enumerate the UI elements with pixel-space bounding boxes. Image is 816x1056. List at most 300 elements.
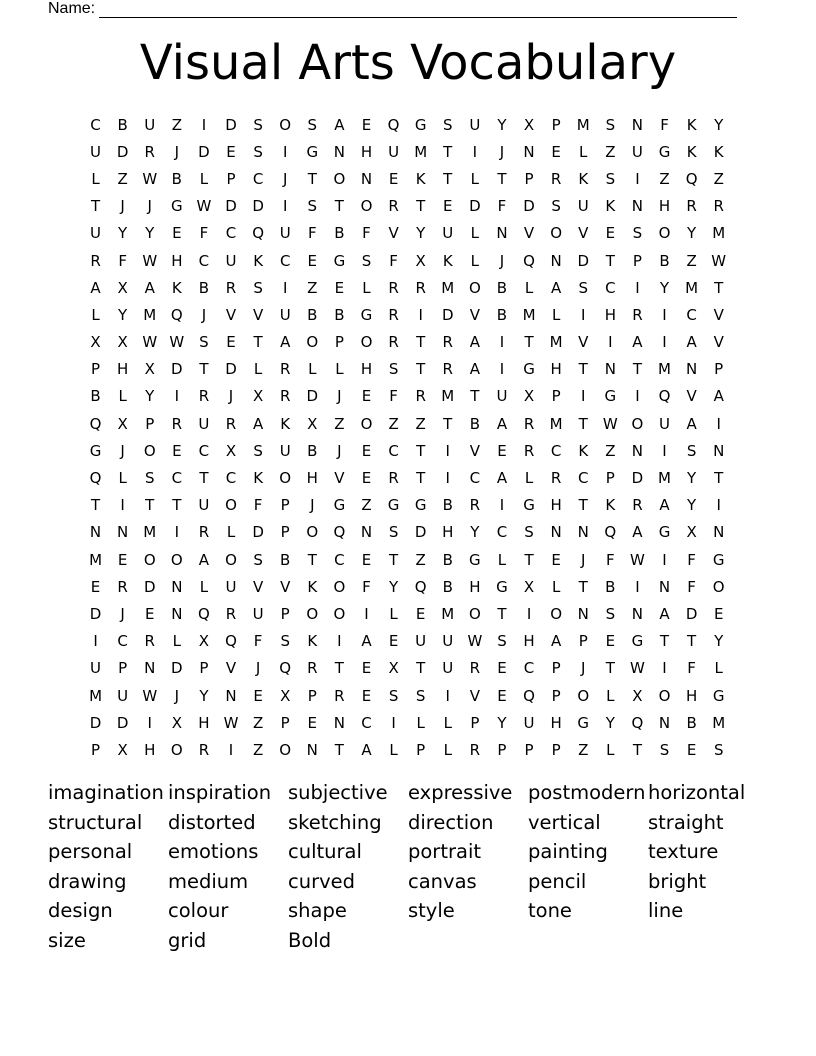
grid-letter: E (307, 251, 318, 270)
grid-letter: N (685, 360, 698, 379)
grid-letter: T (687, 632, 697, 651)
grid-letter: U (442, 632, 454, 651)
grid-letter: Z (388, 414, 399, 433)
grid-letter: B (442, 496, 453, 515)
grid-letter: G (306, 142, 319, 161)
grid-letter: T (334, 197, 344, 216)
grid-letter: Z (415, 414, 426, 433)
grid-letter: T (470, 387, 480, 406)
grid-letter: L (470, 251, 480, 270)
grid-letter: T (524, 333, 534, 352)
grid-letter: Z (605, 441, 616, 460)
word-list-item: pencil (528, 869, 587, 893)
grid-letter: Y (416, 224, 426, 243)
grid-letter: Y (659, 278, 670, 297)
grid-letter: C (198, 251, 210, 270)
grid-letter: K (578, 441, 589, 460)
grid-letter: O (712, 577, 725, 596)
word-list-item: postmodern (528, 781, 646, 804)
grid-letter: R (388, 305, 399, 324)
grid-letter: W (602, 414, 618, 433)
grid-letter: T (145, 496, 155, 515)
grid-letter: U (90, 659, 102, 678)
grid-letter: U (90, 224, 102, 243)
grid-letter: N (713, 523, 725, 542)
grid-letter: R (225, 414, 237, 433)
grid-letter: T (714, 469, 724, 488)
grid-letter: L (497, 550, 507, 569)
grid-letter: X (117, 278, 128, 297)
word-list-item: vertical (528, 810, 601, 834)
grid-letter: X (117, 740, 128, 759)
grid-letter: N (631, 441, 644, 460)
grid-letter: L (551, 305, 561, 324)
grid-letter: P (280, 496, 290, 515)
grid-letter: Z (252, 740, 264, 759)
grid-letter: I (662, 333, 667, 352)
grid-letter: N (333, 713, 345, 732)
grid-letter: U (198, 496, 210, 515)
grid-letter: Q (685, 169, 698, 188)
grid-letter: C (225, 469, 237, 488)
grid-letter: E (172, 441, 182, 460)
grid-letter: D (171, 659, 183, 678)
grid-letter: X (523, 115, 535, 134)
grid-letter: R (632, 496, 643, 515)
grid-letter: N (171, 577, 183, 596)
grid-letter: T (172, 496, 182, 515)
grid-letter: N (577, 604, 589, 623)
grid-letter: A (496, 469, 508, 488)
grid-letter: U (90, 142, 102, 161)
grid-letter: L (91, 169, 100, 188)
grid-letter: O (658, 224, 671, 243)
word-list-item: painting (528, 840, 608, 864)
word-list-item: cultural (288, 840, 362, 864)
grid-letter: D (89, 604, 102, 623)
word-list-item: bright (648, 869, 707, 893)
grid-letter: S (253, 550, 263, 569)
grid-letter: D (685, 604, 698, 623)
grid-letter: B (334, 224, 345, 243)
grid-letter: O (577, 686, 590, 705)
grid-letter: L (118, 387, 127, 406)
word-list-item: line (648, 899, 684, 923)
grid-letter: L (470, 224, 480, 243)
grid-letter: I (174, 387, 180, 406)
grid-letter: C (605, 278, 616, 297)
grid-letter: R (307, 659, 318, 678)
grid-letter: O (333, 169, 346, 188)
grid-letter: X (388, 659, 399, 678)
grid-letter: V (713, 333, 724, 352)
grid-letter: N (523, 142, 535, 161)
grid-letter: K (415, 169, 426, 188)
grid-letter: T (443, 142, 453, 161)
word-list-item: style (408, 899, 455, 923)
grid-letter: U (442, 659, 454, 678)
grid-letter: V (469, 305, 480, 324)
grid-letter: T (416, 659, 426, 678)
grid-letter: B (659, 251, 670, 270)
grid-letter: L (335, 360, 344, 379)
grid-letter: D (89, 713, 102, 732)
grid-letter: J (174, 142, 180, 161)
grid-letter: Q (225, 632, 237, 651)
grid-letter: O (279, 115, 292, 134)
grid-letter: N (360, 169, 373, 188)
grid-letter: P (551, 740, 561, 759)
word-list-item: Bold (288, 928, 332, 952)
grid-letter: Z (686, 251, 697, 270)
grid-letter: Q (414, 577, 427, 596)
word-list-item: grid (168, 928, 207, 952)
grid-letter: W (142, 251, 158, 270)
grid-letter: O (468, 604, 481, 623)
grid-letter: Q (170, 305, 183, 324)
grid-letter: U (442, 224, 454, 243)
grid-letter: E (497, 659, 507, 678)
grid-letter: K (442, 251, 453, 270)
grid-letter: N (225, 686, 237, 705)
grid-letter: G (414, 115, 427, 134)
grid-letter: E (172, 224, 182, 243)
word-list-item: straight (648, 810, 724, 834)
grid-letter: S (632, 224, 643, 243)
grid-letter: I (472, 142, 478, 161)
grid-letter: U (252, 604, 264, 623)
grid-letter: A (713, 387, 724, 406)
grid-letter: O (631, 414, 644, 433)
grid-letter: A (90, 278, 101, 297)
grid-letter: T (578, 577, 588, 596)
grid-letter: G (469, 550, 481, 569)
grid-letter: L (416, 713, 425, 732)
grid-letter: T (578, 360, 588, 379)
grid-letter: D (143, 577, 156, 596)
grid-letter: R (523, 414, 535, 433)
grid-letter: Y (470, 523, 480, 542)
grid-letter: R (90, 251, 101, 270)
grid-letter: N (89, 523, 102, 542)
grid-letter: O (225, 496, 237, 515)
grid-letter: M (576, 115, 590, 134)
grid-letter: P (497, 740, 507, 759)
grid-letter: U (198, 414, 210, 433)
grid-letter: R (144, 632, 155, 651)
grid-letter: R (117, 577, 128, 596)
grid-letter: X (632, 686, 643, 705)
grid-letter: Q (523, 686, 535, 705)
grid-letter: L (308, 360, 317, 379)
grid-letter: X (171, 713, 182, 732)
grid-letter: P (145, 414, 155, 433)
grid-letter: M (658, 360, 671, 379)
grid-letter: D (225, 115, 237, 134)
grid-letter: R (469, 496, 481, 515)
grid-letter: O (333, 604, 346, 623)
grid-letter: L (524, 469, 534, 488)
grid-letter: L (118, 469, 127, 488)
grid-letter: J (120, 197, 125, 216)
grid-letter: A (686, 333, 697, 352)
letter-grid (82, 111, 732, 764)
grid-letter: M (441, 604, 455, 623)
grid-letter: J (499, 251, 505, 270)
grid-letter: V (334, 469, 345, 488)
grid-letter: V (252, 305, 264, 324)
word-list-item: sketching (288, 810, 382, 834)
grid-letter: M (658, 469, 671, 488)
grid-letter: A (361, 632, 372, 651)
grid-letter: T (632, 360, 642, 379)
grid-letter: F (253, 632, 263, 651)
grid-letter: A (496, 414, 508, 433)
grid-letter: S (361, 251, 372, 270)
grid-letter: O (468, 278, 481, 297)
grid-letter: J (581, 659, 586, 678)
grid-letter: I (228, 740, 234, 759)
grid-letter: R (469, 659, 481, 678)
grid-letter: E (415, 604, 426, 623)
grid-letter: I (499, 333, 505, 352)
grid-letter: C (334, 550, 345, 569)
grid-letter: S (307, 197, 318, 216)
grid-letter: G (631, 632, 644, 651)
grid-letter: R (334, 686, 345, 705)
grid-letter: X (307, 414, 318, 433)
grid-letter: X (117, 333, 128, 352)
grid-letter: T (443, 414, 453, 433)
grid-letter: F (606, 550, 615, 569)
grid-letter: P (714, 360, 724, 379)
grid-letter: B (686, 713, 697, 732)
grid-letter: D (171, 360, 183, 379)
grid-letter: K (253, 469, 264, 488)
grid-letter: Y (605, 713, 615, 732)
grid-letter: G (658, 142, 671, 161)
grid-letter: J (174, 686, 180, 705)
grid-letter: P (605, 469, 615, 488)
grid-letter: K (280, 414, 291, 433)
grid-letter: K (686, 115, 697, 134)
grid-letter: F (497, 197, 507, 216)
grid-letter: V (225, 659, 237, 678)
word-list-item: subjective (288, 781, 388, 804)
grid-letter: S (253, 115, 263, 134)
grid-letter: F (118, 251, 127, 270)
grid-letter: W (630, 550, 645, 569)
grid-letter: N (631, 197, 644, 216)
grid-letter: O (306, 523, 319, 542)
grid-letter: J (120, 604, 125, 623)
grid-letter: U (117, 686, 129, 705)
name-label: Name: (48, 0, 96, 17)
grid-letter: O (550, 604, 563, 623)
grid-letter: Y (118, 224, 128, 243)
grid-letter: E (334, 278, 345, 297)
grid-letter: J (581, 550, 586, 569)
grid-letter: U (225, 577, 237, 596)
grid-letter: I (174, 523, 180, 542)
grid-letter: K (307, 632, 318, 651)
grid-letter: K (578, 169, 589, 188)
grid-letter: L (606, 740, 615, 759)
grid-letter: B (171, 169, 182, 188)
grid-letter: Y (714, 632, 724, 651)
grid-letter: Z (659, 169, 670, 188)
grid-letter: E (388, 169, 399, 188)
grid-letter: D (577, 251, 590, 270)
grid-letter: Z (334, 414, 345, 433)
grid-letter: Q (387, 115, 400, 134)
grid-letter: N (550, 251, 562, 270)
grid-letter: E (497, 441, 507, 460)
grid-letter: T (90, 496, 101, 515)
grid-letter: I (445, 469, 450, 488)
grid-letter: V (523, 224, 535, 243)
grid-letter: C (496, 523, 508, 542)
grid-letter: Y (687, 224, 697, 243)
grid-letter: I (635, 169, 640, 188)
grid-letter: T (388, 550, 399, 569)
grid-letter: W (223, 713, 239, 732)
grid-letter: E (605, 224, 616, 243)
grid-letter: S (253, 278, 263, 297)
grid-letter: L (199, 577, 209, 596)
grid-letter: R (144, 142, 155, 161)
grid-letter: R (198, 387, 210, 406)
word-list-item: structural (48, 810, 143, 834)
grid-letter: B (307, 441, 318, 460)
grid-letter: E (361, 659, 372, 678)
grid-letter: K (605, 197, 616, 216)
word-list-item: personal (48, 840, 133, 864)
grid-letter: N (658, 713, 671, 732)
grid-letter: G (333, 496, 346, 515)
grid-letter: O (225, 550, 237, 569)
grid-letter: S (253, 142, 263, 161)
grid-letter: O (279, 469, 292, 488)
grid-letter: M (414, 142, 428, 161)
grid-letter: V (469, 686, 480, 705)
grid-letter: T (416, 360, 426, 379)
grid-letter: R (388, 333, 399, 352)
grid-letter: B (334, 305, 345, 324)
grid-letter: O (658, 686, 671, 705)
grid-letter: Y (118, 305, 128, 324)
grid-letter: E (686, 740, 697, 759)
grid-letter: P (524, 169, 534, 188)
grid-letter: W (142, 686, 158, 705)
grid-letter: X (117, 414, 128, 433)
grid-letter: S (605, 115, 616, 134)
grid-letter: Q (89, 469, 102, 488)
grid-letter: S (253, 441, 263, 460)
grid-letter: Y (687, 469, 697, 488)
grid-letter: A (551, 632, 562, 651)
word-list-item: canvas (408, 869, 477, 893)
grid-letter: E (226, 142, 236, 161)
grid-letter: N (117, 523, 129, 542)
grid-letter: D (116, 713, 129, 732)
word-list-item: emotions (168, 840, 259, 864)
grid-letter: A (659, 604, 670, 623)
grid-letter: N (144, 659, 156, 678)
grid-letter: R (415, 278, 426, 297)
grid-letter: V (578, 333, 589, 352)
grid-letter: J (201, 305, 207, 324)
grid-letter: H (658, 197, 671, 216)
grid-letter: T (443, 169, 453, 188)
grid-letter: K (686, 142, 697, 161)
grid-letter: R (713, 197, 724, 216)
grid-letter: P (551, 686, 561, 705)
grid-letter: G (712, 686, 725, 705)
grid-letter: M (712, 224, 726, 243)
grid-letter: Y (497, 115, 507, 134)
grid-letter: P (632, 251, 642, 270)
grid-letter: T (497, 604, 507, 623)
page-title: Visual Arts Vocabulary (139, 35, 677, 91)
grid-letter: B (198, 278, 210, 297)
grid-letter: R (523, 441, 535, 460)
grid-letter: D (306, 387, 319, 406)
grid-letter: C (252, 169, 264, 188)
grid-letter: C (523, 659, 535, 678)
grid-letter: E (497, 686, 507, 705)
word-list-item: imagination (48, 781, 164, 804)
grid-letter: G (171, 197, 183, 216)
grid-letter: S (605, 604, 616, 623)
grid-letter: D (414, 523, 427, 542)
grid-letter: S (415, 686, 426, 705)
grid-letter: U (279, 224, 291, 243)
grid-letter: J (228, 387, 234, 406)
grid-letter: M (685, 278, 699, 297)
grid-letter: U (496, 387, 508, 406)
word-list-item: expressive (408, 781, 513, 804)
grid-letter: G (523, 496, 535, 515)
grid-letter: Y (145, 224, 155, 243)
grid-letter: H (442, 523, 454, 542)
grid-letter: K (713, 142, 724, 161)
grid-letter: O (306, 604, 319, 623)
grid-letter: V (388, 224, 399, 243)
grid-letter: R (469, 740, 481, 759)
grid-letter: C (90, 115, 101, 134)
grid-letter: F (307, 224, 317, 243)
grid-letter: F (687, 659, 696, 678)
word-list-item: horizontal (648, 781, 746, 804)
grid-letter: T (416, 441, 426, 460)
grid-letter: V (686, 387, 697, 406)
grid-letter: W (142, 169, 158, 188)
grid-letter: N (713, 441, 725, 460)
grid-letter: D (252, 523, 264, 542)
grid-letter: P (551, 387, 561, 406)
grid-letter: I (635, 577, 640, 596)
grid-letter: N (360, 523, 373, 542)
grid-letter: N (631, 604, 644, 623)
grid-letter: Q (333, 523, 346, 542)
grid-letter: O (333, 577, 346, 596)
grid-letter: Z (117, 169, 128, 188)
grid-letter: G (414, 496, 427, 515)
grid-letter: A (659, 496, 670, 515)
grid-letter: I (418, 305, 423, 324)
grid-letter: P (118, 659, 128, 678)
